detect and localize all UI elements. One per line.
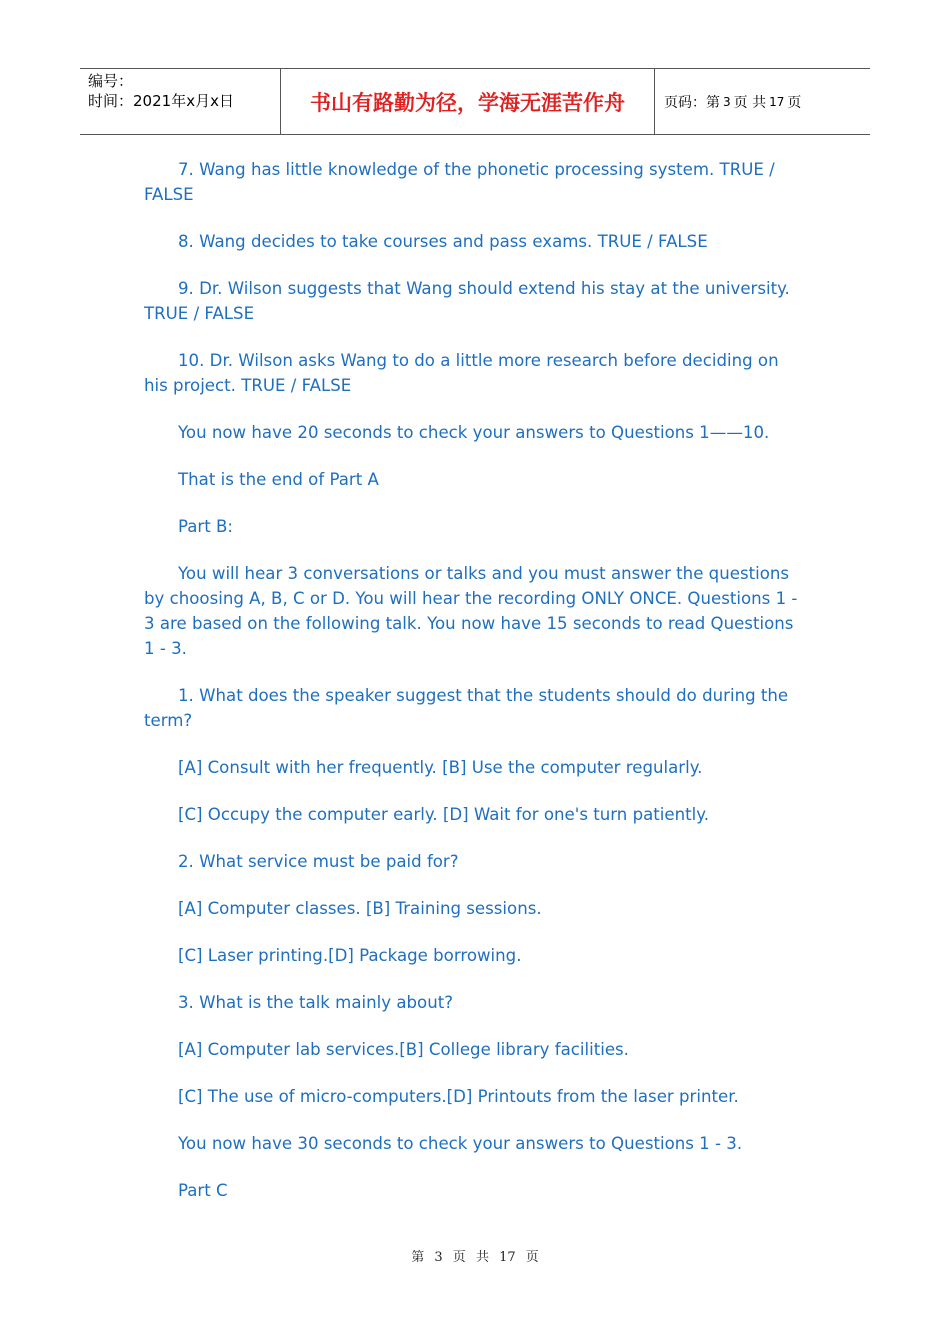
footer-mid1: 页 [452,1250,466,1265]
paragraph: 3. What is the talk mainly about? [178,993,454,1012]
page-total: 17 [769,94,785,109]
page-current: 3 [723,94,731,109]
paragraph: Part B: [178,517,234,536]
paragraph: [C] Laser printing.[D] Package borrowing. [178,946,522,965]
paragraph: That is the end of Part A [178,470,379,489]
document-body [144,157,804,1225]
paragraph: 9. Dr. Wilson suggests that Wang should extend his stay at the university. TRUE / FALSE [144,279,790,323]
header-meta [80,69,281,134]
header-page-info [655,69,870,134]
time-value: 2021年x月x日 [133,92,234,110]
footer-current: 3 [434,1250,443,1265]
footer-mid2: 共 [475,1250,489,1265]
paragraph: [A] Computer classes. [B] Training sessions. [178,899,542,918]
paragraph: 7. Wang has little knowledge of the phonetic processing system. TRUE / FALSE [144,160,775,204]
footer-total: 17 [499,1250,516,1265]
number-label: 编号： [88,72,134,90]
paragraph: 2. What service must be paid for? [178,852,459,871]
page-footer [0,1246,950,1265]
paragraph: 10. Dr. Wilson asks Wang to do a little more research before deciding on his project. TRUE / FALSE [144,351,779,395]
paragraph: You now have 30 seconds to check your answers to Questions 1 - 3. [178,1134,743,1153]
time-line [88,91,272,111]
header-motto: 书山有路勤为径，学海无涯苦作舟 [281,69,655,134]
footer-prefix: 第 [411,1250,425,1265]
paragraph: 8. Wang decides to take courses and pass exams. TRUE / FALSE [178,232,708,251]
paragraph: Part C [178,1181,228,1200]
paragraph: 1. What does the speaker suggest that the students should do during the term? [144,686,789,730]
paragraph: [C] The use of micro-computers.[D] Printouts from the laser printer. [178,1087,739,1106]
paragraph: You now have 20 seconds to check your answers to Questions 1——10. [178,423,770,442]
page-prefix: 页码：第 [664,94,720,111]
paragraph: [A] Computer lab services.[B] College library facilities. [178,1040,629,1059]
page-mid: 页 共 [733,94,767,111]
footer-suffix: 页 [525,1250,539,1265]
paragraph: [A] Consult with her frequently. [B] Use the computer regularly. [178,758,703,777]
paragraph: You will hear 3 conversations or talks and you must answer the questions by choosing A, B, C or D. You will hear the recording ONLY ONCE. Questions 1 - 3 are based on the following talk. You now have 15 seconds to read Questions 1 - 3. [144,564,798,658]
paragraph: [C] Occupy the computer early. [D] Wait for one's turn patiently. [178,805,709,824]
page-suffix: 页 [787,94,802,111]
time-label: 时间： [88,92,134,110]
page-header [80,68,870,135]
